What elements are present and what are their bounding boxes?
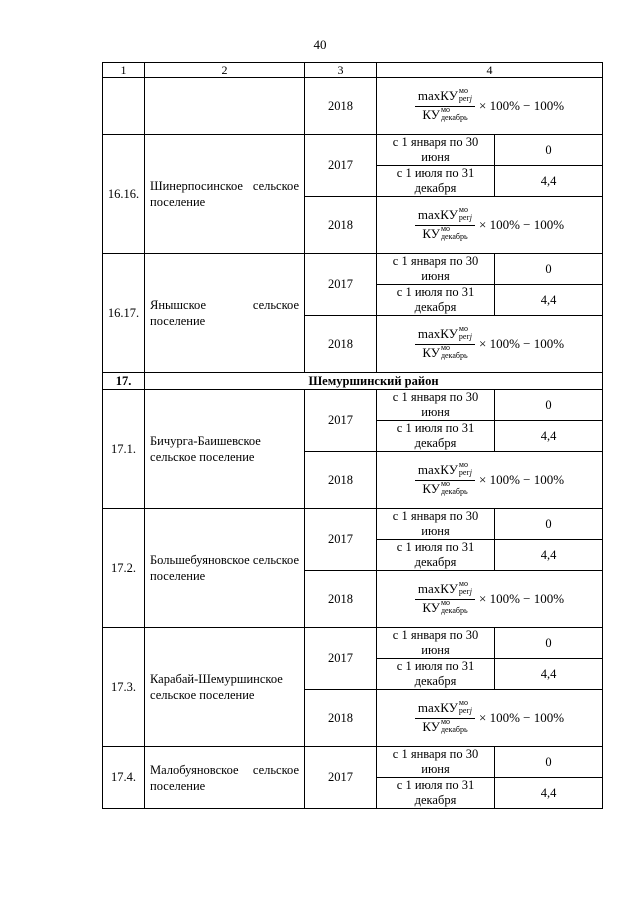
- table-row: [103, 135, 603, 166]
- row-number: 16.16.: [103, 135, 145, 254]
- column-header-3: 3: [305, 63, 377, 78]
- formula-fraction: [415, 323, 475, 362]
- year-cell: 2017: [305, 135, 377, 197]
- growth-formula: [377, 323, 602, 362]
- formula-numerator: maxКУ мо регj: [415, 208, 475, 226]
- growth-formula: [377, 85, 602, 124]
- section-row: [103, 373, 603, 390]
- formula-numerator: maxКУ мо регj: [415, 701, 475, 719]
- formula-tail: × 100% − 100%: [479, 336, 565, 351]
- year-cell: 2017: [305, 390, 377, 452]
- growth-formula: [377, 578, 602, 617]
- formula-tail: × 100% − 100%: [479, 591, 565, 606]
- empty-cell: [103, 78, 145, 135]
- formula-fraction: [415, 204, 475, 243]
- period-cell: с 1 июля по 31 декабря: [377, 421, 495, 452]
- value-cell: 0: [495, 747, 603, 778]
- formula-tail: × 100% − 100%: [479, 710, 565, 725]
- period-cell: с 1 января по 30 июня: [377, 390, 495, 421]
- period-cell: с 1 июля по 31 декабря: [377, 778, 495, 809]
- table-row: [103, 747, 603, 778]
- section-number: 17.: [103, 373, 145, 390]
- formula-cell: [377, 571, 603, 628]
- page-number: 40: [313, 37, 327, 52]
- formula-numerator: maxКУ мо регj: [415, 327, 475, 345]
- settlement-name: Бичурга-Баишевское сельское поселение: [145, 390, 305, 509]
- tariff-table: [102, 62, 603, 809]
- period-cell: с 1 января по 30 июня: [377, 628, 495, 659]
- formula-cell: [377, 690, 603, 747]
- table-row: [103, 78, 603, 135]
- formula-denominator: КУ мо декабрь: [422, 104, 468, 122]
- growth-formula: [377, 459, 602, 498]
- settlement-name: Большебуяновское сельское поселение: [145, 509, 305, 628]
- column-header-row: [103, 63, 603, 78]
- formula-fraction: [415, 85, 475, 124]
- table-row: [103, 390, 603, 421]
- value-cell: 4,4: [495, 421, 603, 452]
- formula-numerator: maxКУ мо регj: [415, 89, 475, 107]
- table-row: [103, 628, 603, 659]
- year-cell: 2018: [305, 78, 377, 135]
- table-row: [103, 509, 603, 540]
- year-cell: 2017: [305, 254, 377, 316]
- year-cell: 2017: [305, 747, 377, 809]
- period-cell: с 1 января по 30 июня: [377, 254, 495, 285]
- year-cell: 2017: [305, 628, 377, 690]
- value-cell: 0: [495, 509, 603, 540]
- row-number: 17.1.: [103, 390, 145, 509]
- formula-denominator: КУ мо декабрь: [422, 478, 468, 496]
- section-title: Шемуршинский район: [145, 373, 603, 390]
- settlement-name: Малобуяновское сельское поселение: [145, 747, 305, 809]
- period-cell: с 1 января по 30 июня: [377, 747, 495, 778]
- formula-fraction: [415, 578, 475, 617]
- empty-cell: [145, 78, 305, 135]
- period-cell: с 1 января по 30 июня: [377, 509, 495, 540]
- formula-denominator: КУ мо декабрь: [422, 716, 468, 734]
- value-cell: 0: [495, 254, 603, 285]
- year-cell: 2018: [305, 452, 377, 509]
- formula-cell: [377, 197, 603, 254]
- formula-cell: [377, 316, 603, 373]
- formula-cell: [377, 78, 603, 135]
- formula-cell: [377, 452, 603, 509]
- formula-denominator: КУ мо декабрь: [422, 342, 468, 360]
- period-cell: с 1 января по 30 июня: [377, 135, 495, 166]
- formula-fraction: [415, 697, 475, 736]
- row-number: 16.17.: [103, 254, 145, 373]
- formula-fraction: [415, 459, 475, 498]
- value-cell: 4,4: [495, 540, 603, 571]
- formula-numerator: maxКУ мо регj: [415, 582, 475, 600]
- year-cell: 2017: [305, 509, 377, 571]
- row-number: 17.3.: [103, 628, 145, 747]
- year-cell: 2018: [305, 571, 377, 628]
- row-number: 17.4.: [103, 747, 145, 809]
- period-cell: с 1 июля по 31 декабря: [377, 540, 495, 571]
- year-cell: 2018: [305, 316, 377, 373]
- value-cell: 4,4: [495, 659, 603, 690]
- year-cell: 2018: [305, 690, 377, 747]
- formula-denominator: КУ мо декабрь: [422, 223, 468, 241]
- formula-tail: × 100% − 100%: [479, 217, 565, 232]
- column-header-1: 1: [103, 63, 145, 78]
- value-cell: 0: [495, 390, 603, 421]
- formula-denominator: КУ мо декабрь: [422, 597, 468, 615]
- growth-formula: [377, 204, 602, 243]
- settlement-name: Карабай-Шемуршинское сельское поселение: [145, 628, 305, 747]
- period-cell: с 1 июля по 31 декабря: [377, 166, 495, 197]
- value-cell: 0: [495, 628, 603, 659]
- period-cell: с 1 июля по 31 декабря: [377, 285, 495, 316]
- column-header-4: 4: [377, 63, 603, 78]
- formula-tail: × 100% − 100%: [479, 472, 565, 487]
- settlement-name: Янышское сельское поселение: [145, 254, 305, 373]
- formula-numerator: maxКУ мо регj: [415, 463, 475, 481]
- value-cell: 4,4: [495, 166, 603, 197]
- table-row: [103, 254, 603, 285]
- period-cell: с 1 июля по 31 декабря: [377, 659, 495, 690]
- growth-formula: [377, 697, 602, 736]
- value-cell: 0: [495, 135, 603, 166]
- value-cell: 4,4: [495, 778, 603, 809]
- year-cell: 2018: [305, 197, 377, 254]
- settlement-name: Шинерпосинское сельское поселение: [145, 135, 305, 254]
- formula-tail: × 100% − 100%: [479, 98, 565, 113]
- row-number: 17.2.: [103, 509, 145, 628]
- column-header-2: 2: [145, 63, 305, 78]
- value-cell: 4,4: [495, 285, 603, 316]
